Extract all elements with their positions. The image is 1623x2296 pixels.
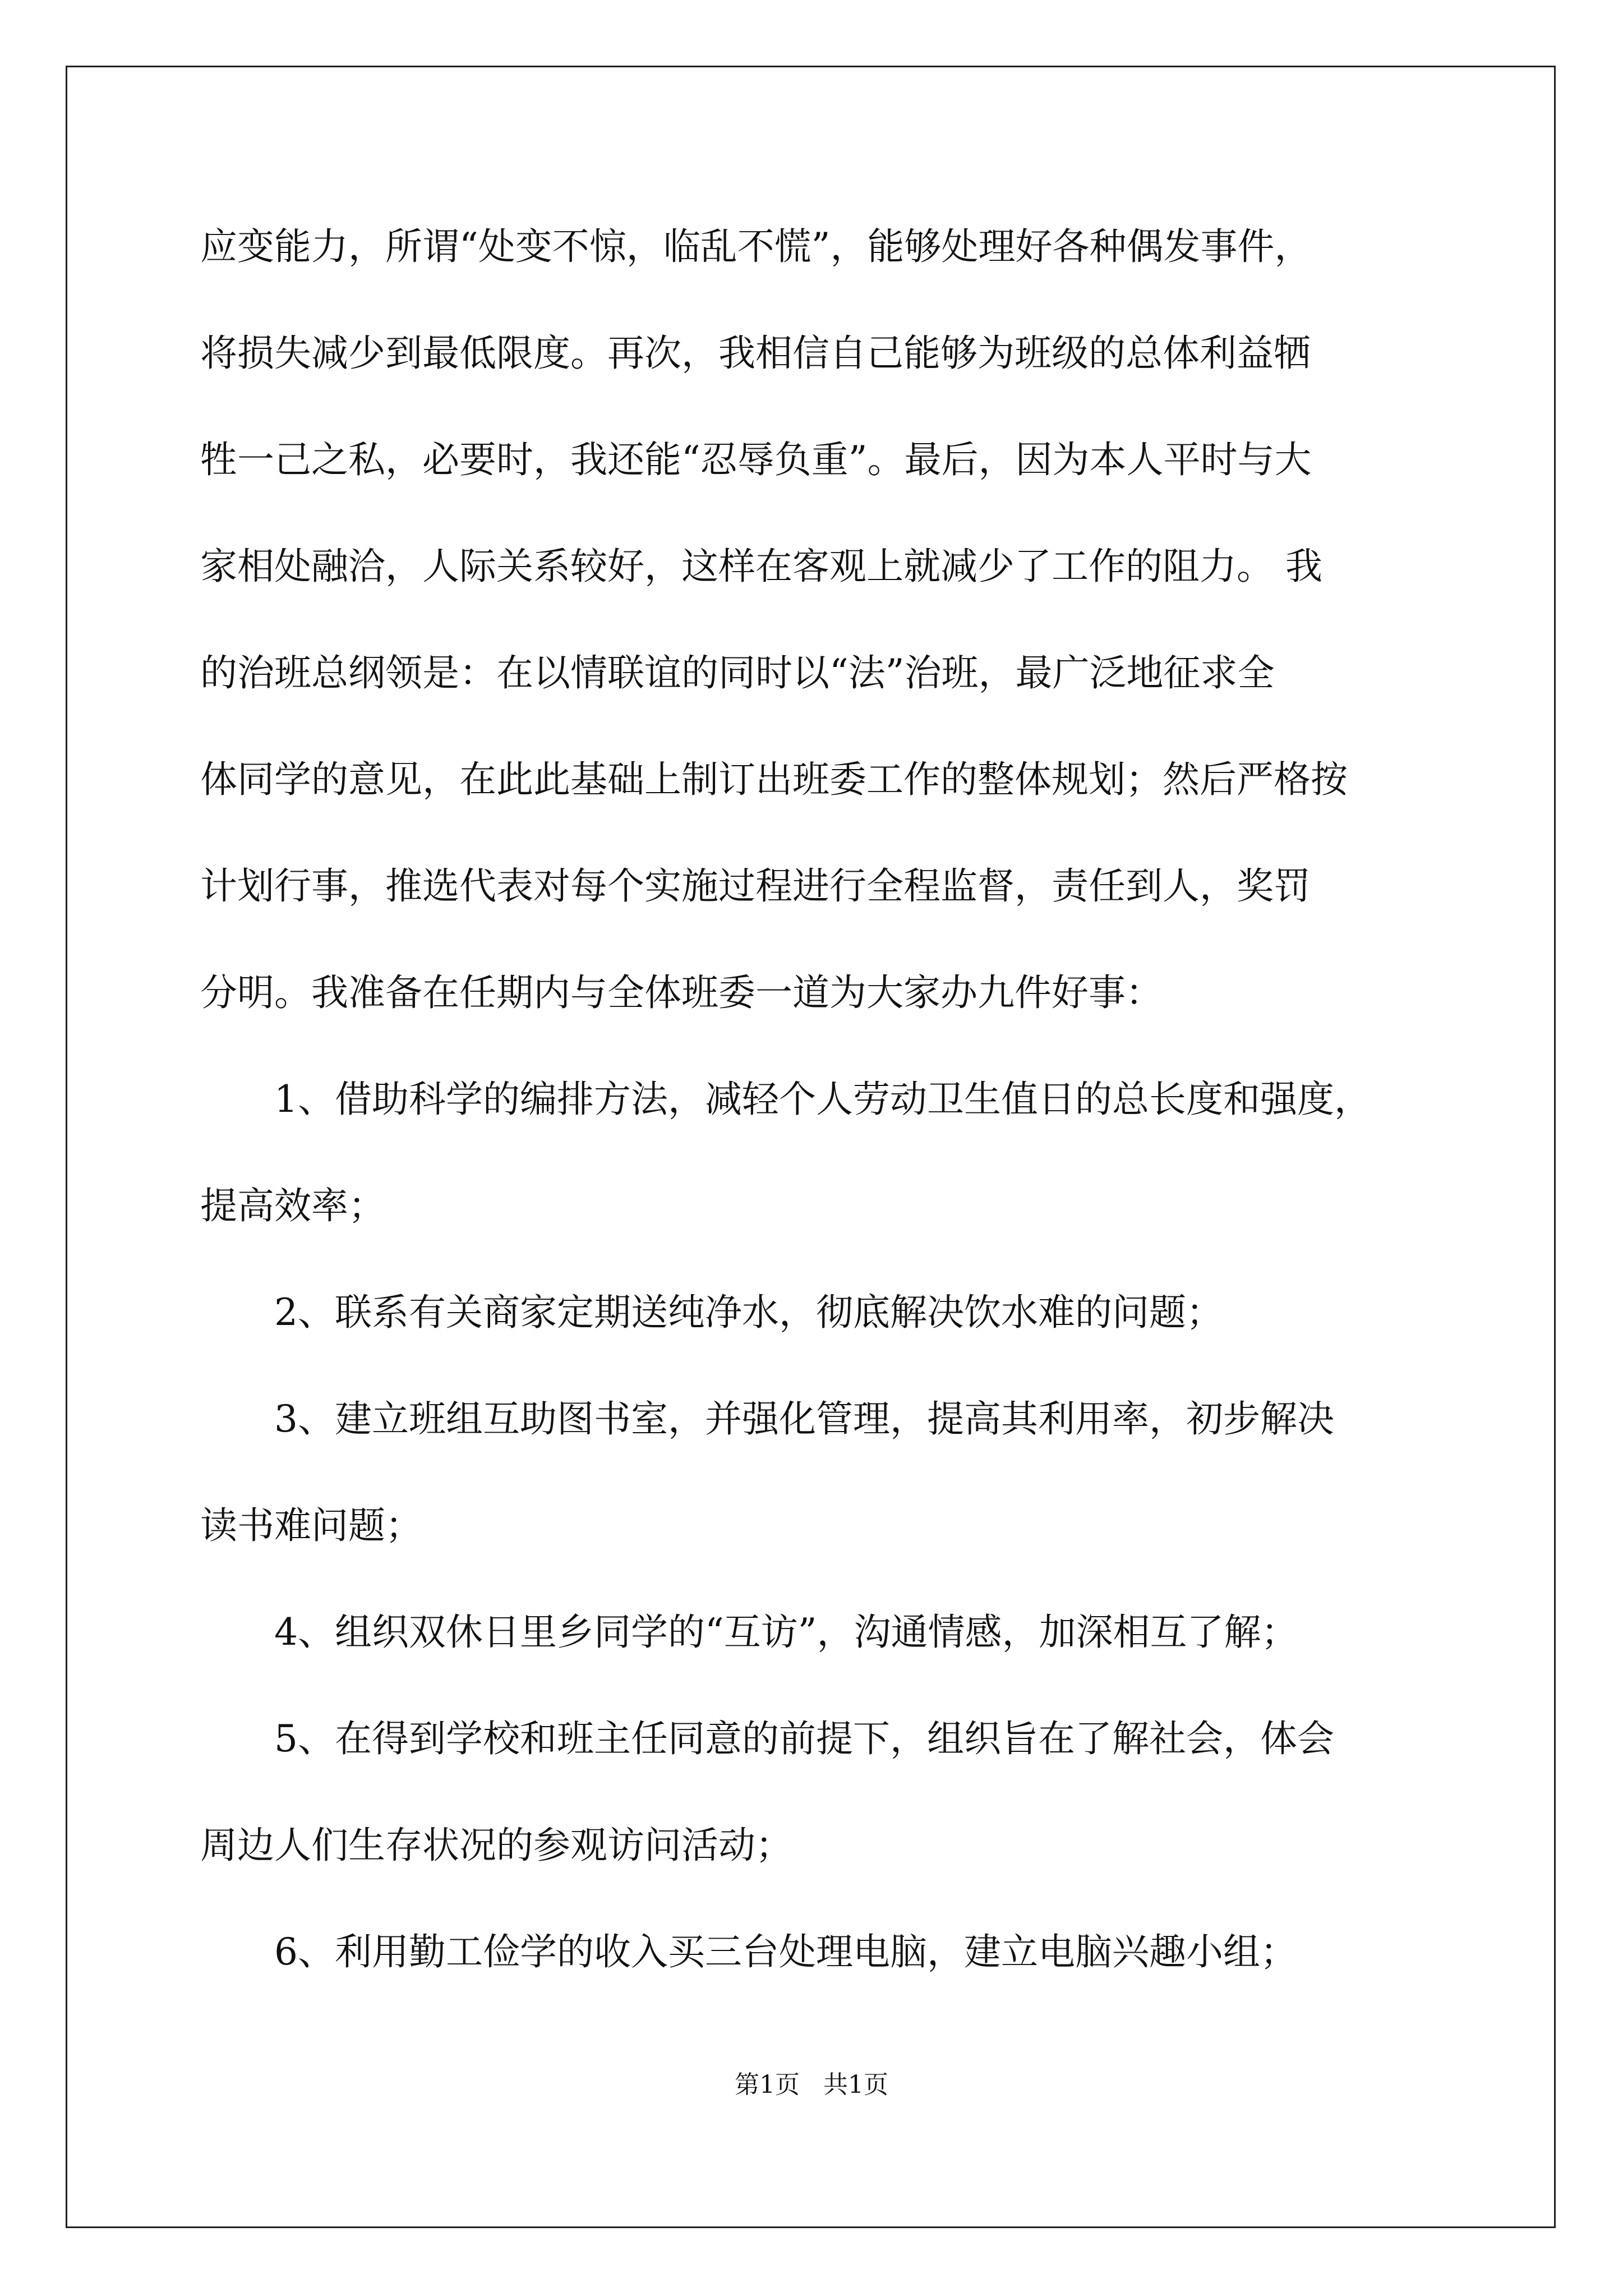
list-item-6: 6、利用勤工俭学的收入买三台处理电脑，建立电脑兴趣小组； bbox=[274, 1930, 1297, 1973]
list-item-1: 1、借助科学的编排方法，减轻个人劳动卫生值日的总长度和强度， bbox=[274, 1078, 1371, 1121]
list-item-3: 3、建立班组互助图书室，并强化管理，提高其利用率，初步解决 bbox=[274, 1397, 1334, 1441]
document-body bbox=[200, 194, 1434, 2005]
list-item-5: 5、在得到学校和班主任同意的前提下，组织旨在了解社会，体会 bbox=[274, 1717, 1334, 1760]
body-line: 将损失减少到最低限度。再次，我相信自己能够为班级的总体利益牺 bbox=[200, 332, 1311, 375]
body-line: 周边人们生存状况的参观访问活动； bbox=[200, 1824, 792, 1867]
body-line: 提高效率； bbox=[200, 1184, 385, 1227]
list-item-4: 4、组织双休日里乡同学的“互访”，沟通情感，加深相互了解； bbox=[274, 1611, 1298, 1654]
body-line: 牲一己之私，必要时，我还能“忍辱负重”。最后，因为本人平时与大 bbox=[200, 438, 1312, 481]
body-line: 的治班总纲领是：在以情联谊的同时以“法”治班，最广泛地征求全 bbox=[200, 651, 1275, 694]
body-line: 体同学的意见，在此此基础上制订出班委工作的整体规划；然后严格按 bbox=[200, 758, 1348, 801]
page-footer: 第1页 共1页 bbox=[735, 2070, 888, 2099]
body-line: 分明。我准备在任期内与全体班委一道为大家办九件好事： bbox=[200, 971, 1163, 1014]
body-line: 读书难问题； bbox=[200, 1504, 422, 1547]
list-item-2: 2、联系有关商家定期送纯净水，彻底解决饮水难的问题； bbox=[274, 1291, 1223, 1334]
body-line: 计划行事，推选代表对每个实施过程进行全程监督，责任到人，奖罚 bbox=[200, 864, 1311, 908]
body-line: 家相处融洽，人际关系较好，这样在客观上就减少了工作的阻力。 我 bbox=[200, 545, 1322, 588]
body-line: 应变能力，所谓“处变不惊，临乱不慌”，能够处理好各种偶发事件， bbox=[200, 225, 1312, 268]
